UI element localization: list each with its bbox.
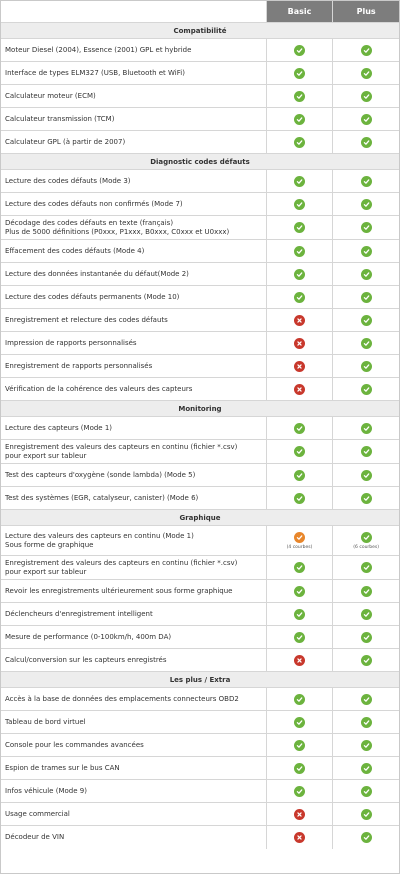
feature-label — [1, 626, 266, 648]
cross-icon — [294, 809, 305, 820]
check-icon — [294, 222, 305, 233]
check-icon — [294, 740, 305, 751]
plus-status-cell — [332, 757, 399, 779]
feature-text-line: Revoir les enregistrements ultérieurement sous forme graphique — [5, 586, 233, 595]
feature-label — [1, 62, 266, 84]
feature-text-line: Lecture des capteurs (Mode 1) — [5, 423, 113, 432]
plus-status-cell — [332, 108, 399, 130]
check-icon — [361, 493, 372, 504]
table-row — [1, 649, 399, 672]
feature-text-line: Impression de rapports personnalisés — [5, 338, 137, 347]
feature-label — [1, 526, 266, 555]
basic-status-cell — [266, 332, 333, 354]
plus-status-cell — [332, 780, 399, 802]
table-row — [1, 378, 399, 401]
check-icon — [361, 176, 372, 187]
feature-label — [1, 803, 266, 825]
table-row — [1, 240, 399, 263]
feature-label — [1, 263, 266, 285]
cross-icon — [294, 315, 305, 326]
check-icon — [294, 717, 305, 728]
partial-check-icon — [294, 532, 305, 543]
cross-icon — [294, 338, 305, 349]
basic-status-cell — [266, 603, 333, 625]
basic-status-cell — [266, 556, 333, 579]
feature-text-line: Lecture des codes défauts (Mode 3) — [5, 176, 131, 185]
basic-status-cell — [266, 417, 333, 439]
feature-text-line: Calculateur GPL (à partir de 2007) — [5, 137, 126, 146]
feature-text-line: Console pour les commandes avancées — [5, 740, 144, 749]
check-icon — [361, 315, 372, 326]
feature-label — [1, 131, 266, 153]
basic-status-cell — [266, 170, 333, 192]
plus-status-cell — [332, 309, 399, 331]
basic-status-cell — [266, 626, 333, 648]
check-icon — [294, 292, 305, 303]
check-icon — [294, 493, 305, 504]
plus-status-cell — [332, 626, 399, 648]
check-icon — [294, 694, 305, 705]
feature-text-line: Calculateur transmission (TCM) — [5, 114, 115, 123]
feature-label — [1, 240, 266, 262]
basic-status-cell — [266, 355, 333, 377]
basic-status-cell — [266, 649, 333, 671]
feature-label — [1, 487, 266, 509]
basic-status-cell — [266, 440, 333, 463]
basic-status-cell — [266, 286, 333, 308]
cross-icon — [294, 832, 305, 843]
feature-text-line: Décodeur de VIN — [5, 833, 65, 841]
check-icon — [294, 114, 305, 125]
plus-status-cell — [332, 263, 399, 285]
cross-icon — [294, 361, 305, 372]
check-icon — [361, 763, 372, 774]
table-row — [1, 711, 399, 734]
table-row — [1, 286, 399, 309]
feature-label — [1, 649, 266, 671]
check-icon — [361, 609, 372, 620]
header-basic: Basic — [266, 1, 333, 22]
section-header: Monitoring — [1, 401, 399, 417]
basic-status-cell — [266, 240, 333, 262]
feature-text-line: Tableau de bord virtuel — [5, 717, 86, 726]
feature-label — [1, 378, 266, 400]
check-icon — [361, 269, 372, 280]
feature-label — [1, 688, 266, 710]
feature-label — [1, 440, 266, 463]
check-icon — [361, 809, 372, 820]
plus-status-cell — [332, 734, 399, 756]
check-icon — [294, 786, 305, 797]
plus-status-cell — [332, 378, 399, 400]
plus-status-cell — [332, 39, 399, 61]
check-icon — [294, 91, 305, 102]
check-icon — [361, 470, 372, 481]
check-icon — [294, 246, 305, 257]
check-icon — [294, 562, 305, 573]
header-plus: Plus — [332, 1, 399, 22]
feature-text-line: Sous forme de graphique — [5, 540, 94, 549]
plus-status-cell — [332, 688, 399, 710]
table-row — [1, 193, 399, 216]
plus-status-cell — [332, 464, 399, 486]
table-row — [1, 803, 399, 826]
feature-label — [1, 757, 266, 779]
feature-label — [1, 193, 266, 215]
check-icon — [294, 68, 305, 79]
check-icon — [361, 423, 372, 434]
feature-text-line: Enregistrement et relecture des codes défauts — [5, 315, 168, 324]
check-icon — [294, 269, 305, 280]
check-icon — [294, 470, 305, 481]
basic-status-cell — [266, 62, 333, 84]
table-row — [1, 626, 399, 649]
basic-status-cell — [266, 85, 333, 107]
table-row — [1, 85, 399, 108]
check-icon — [294, 446, 305, 457]
check-icon — [294, 176, 305, 187]
basic-status-cell — [266, 780, 333, 802]
feature-label — [1, 39, 266, 61]
feature-text-line: Espion de trames sur le bus CAN — [5, 763, 120, 772]
plus-status-cell — [332, 216, 399, 239]
cross-icon — [294, 655, 305, 666]
feature-label — [1, 309, 266, 331]
check-icon — [361, 632, 372, 643]
basic-status-cell — [266, 826, 333, 849]
feature-text-line: pour export sur tableur — [5, 451, 87, 460]
feature-text-line: pour export sur tableur — [5, 567, 87, 576]
check-icon — [294, 586, 305, 597]
check-icon — [361, 91, 372, 102]
basic-status-cell — [266, 378, 333, 400]
feature-label — [1, 332, 266, 354]
basic-status-cell — [266, 526, 333, 555]
plus-status-cell — [332, 170, 399, 192]
table-row — [1, 734, 399, 757]
plus-status-cell — [332, 649, 399, 671]
feature-text-line: Lecture des codes défauts non confirmés (Mode 7) — [5, 199, 183, 208]
table-row — [1, 440, 399, 464]
basic-status-cell — [266, 464, 333, 486]
basic-status-cell — [266, 734, 333, 756]
check-icon — [361, 292, 372, 303]
feature-label — [1, 711, 266, 733]
basic-status-cell — [266, 757, 333, 779]
feature-text-line: Enregistrement de rapports personnalisés — [5, 361, 153, 370]
section-header: Compatibilité — [1, 23, 399, 39]
check-icon — [361, 114, 372, 125]
feature-text-line: Interface de types ELM327 (USB, Bluetooth et WiFi) — [5, 68, 185, 77]
curve-count-note: (6 courbes) — [353, 544, 380, 550]
feature-label — [1, 286, 266, 308]
plus-status-cell — [332, 803, 399, 825]
feature-text-line: Usage commercial — [5, 809, 70, 818]
plus-status-cell — [332, 240, 399, 262]
check-icon — [361, 694, 372, 705]
feature-text-line: Moteur Diesel (2004), Essence (2001) GPL et hybride — [5, 45, 192, 54]
table-row — [1, 417, 399, 440]
table-row — [1, 580, 399, 603]
section-header: Graphique — [1, 510, 399, 526]
table-row — [1, 263, 399, 286]
section-header: Les plus / Extra — [1, 672, 399, 688]
plus-status-cell — [332, 131, 399, 153]
check-icon — [361, 586, 372, 597]
table-row — [1, 526, 399, 556]
plus-status-cell — [332, 711, 399, 733]
basic-status-cell — [266, 39, 333, 61]
feature-text-line: Calculateur moteur (ECM) — [5, 91, 96, 100]
feature-text-line: Lecture des données instantanée du défaut(Mode 2) — [5, 269, 189, 278]
table-row — [1, 826, 399, 849]
feature-text-line: Plus de 5000 définitions (P0xxx, P1xxx, B0xxx, C0xxx et U0xxx) — [5, 227, 230, 236]
feature-label — [1, 826, 266, 849]
feature-text-line: Enregistrement des valeurs des capteurs en continu (fichier *.csv) — [5, 442, 238, 451]
table-body — [1, 23, 399, 849]
feature-label — [1, 556, 266, 579]
feature-label — [1, 355, 266, 377]
basic-status-cell — [266, 580, 333, 602]
feature-text-line: Lecture des valeurs des capteurs en continu (Mode 1) — [5, 531, 194, 540]
check-icon — [294, 137, 305, 148]
check-icon — [294, 45, 305, 56]
plus-status-cell — [332, 85, 399, 107]
basic-status-cell — [266, 711, 333, 733]
plus-status-cell — [332, 417, 399, 439]
check-icon — [361, 222, 372, 233]
check-icon — [361, 740, 372, 751]
feature-label — [1, 734, 266, 756]
feature-text-line: Test des capteurs d'oxygène (sonde lambda) (Mode 5) — [5, 470, 196, 479]
cross-icon — [294, 384, 305, 395]
check-icon — [361, 246, 372, 257]
feature-label — [1, 85, 266, 107]
check-icon — [361, 338, 372, 349]
plus-status-cell — [332, 286, 399, 308]
table-row — [1, 603, 399, 626]
feature-text-line: Déclencheurs d'enregistrement intelligent — [5, 609, 153, 618]
feature-label — [1, 417, 266, 439]
basic-status-cell — [266, 309, 333, 331]
plus-status-cell — [332, 826, 399, 849]
check-icon — [361, 532, 372, 543]
section-header: Diagnostic codes défauts — [1, 154, 399, 170]
feature-text-line: Calcul/conversion sur les capteurs enregistrés — [5, 655, 167, 664]
check-icon — [361, 137, 372, 148]
feature-label — [1, 108, 266, 130]
feature-text-line: Accès à la base de données des emplacements connecteurs OBD2 — [5, 694, 239, 703]
plus-status-cell — [332, 487, 399, 509]
feature-label — [1, 170, 266, 192]
table-row — [1, 309, 399, 332]
plus-status-cell — [332, 440, 399, 463]
plus-status-cell — [332, 526, 399, 555]
feature-text-line: Effacement des codes défauts (Mode 4) — [5, 246, 145, 255]
basic-status-cell — [266, 263, 333, 285]
plus-status-cell — [332, 603, 399, 625]
table-row — [1, 464, 399, 487]
basic-status-cell — [266, 487, 333, 509]
table-row — [1, 62, 399, 85]
basic-status-cell — [266, 216, 333, 239]
table-row — [1, 688, 399, 711]
table-row — [1, 487, 399, 510]
plus-status-cell — [332, 62, 399, 84]
check-icon — [361, 786, 372, 797]
check-icon — [361, 45, 372, 56]
table-row — [1, 332, 399, 355]
check-icon — [361, 655, 372, 666]
feature-text-line: Lecture des codes défauts permanents (Mode 10) — [5, 292, 180, 301]
basic-status-cell — [266, 803, 333, 825]
table-row — [1, 216, 399, 240]
check-icon — [294, 609, 305, 620]
check-icon — [294, 423, 305, 434]
basic-status-cell — [266, 193, 333, 215]
plus-status-cell — [332, 193, 399, 215]
table-row — [1, 131, 399, 154]
table-row — [1, 39, 399, 62]
basic-status-cell — [266, 131, 333, 153]
feature-label — [1, 216, 266, 239]
feature-text-line: Mesure de performance (0-100km/h, 400m DA) — [5, 632, 172, 641]
plus-status-cell — [332, 580, 399, 602]
check-icon — [361, 832, 372, 843]
check-icon — [361, 384, 372, 395]
plus-status-cell — [332, 355, 399, 377]
table-row — [1, 108, 399, 131]
curve-count-note: (4 courbes) — [286, 544, 313, 550]
feature-label — [1, 780, 266, 802]
plus-status-cell — [332, 556, 399, 579]
table-row — [1, 170, 399, 193]
check-icon — [294, 763, 305, 774]
feature-label — [1, 603, 266, 625]
table-header — [1, 1, 399, 23]
feature-label — [1, 464, 266, 486]
check-icon — [361, 361, 372, 372]
table-row — [1, 355, 399, 378]
check-icon — [361, 446, 372, 457]
check-icon — [361, 562, 372, 573]
feature-text-line: Test des systèmes (EGR, catalyseur, canister) (Mode 6) — [5, 493, 199, 502]
basic-status-cell — [266, 108, 333, 130]
feature-text-line: Décodage des codes défauts en texte (français) — [5, 218, 174, 227]
table-row — [1, 757, 399, 780]
check-icon — [361, 717, 372, 728]
check-icon — [294, 199, 305, 210]
table-row — [1, 556, 399, 580]
feature-label — [1, 580, 266, 602]
feature-text-line: Vérification de la cohérence des valeurs des capteurs — [5, 384, 193, 393]
basic-status-cell — [266, 688, 333, 710]
feature-text-line: Infos véhicule (Mode 9) — [5, 786, 87, 795]
check-icon — [361, 68, 372, 79]
feature-text-line: Enregistrement des valeurs des capteurs en continu (fichier *.csv) — [5, 558, 238, 567]
header-blank-cell — [1, 1, 266, 22]
table-row — [1, 780, 399, 803]
check-icon — [294, 632, 305, 643]
plus-status-cell — [332, 332, 399, 354]
check-icon — [361, 199, 372, 210]
